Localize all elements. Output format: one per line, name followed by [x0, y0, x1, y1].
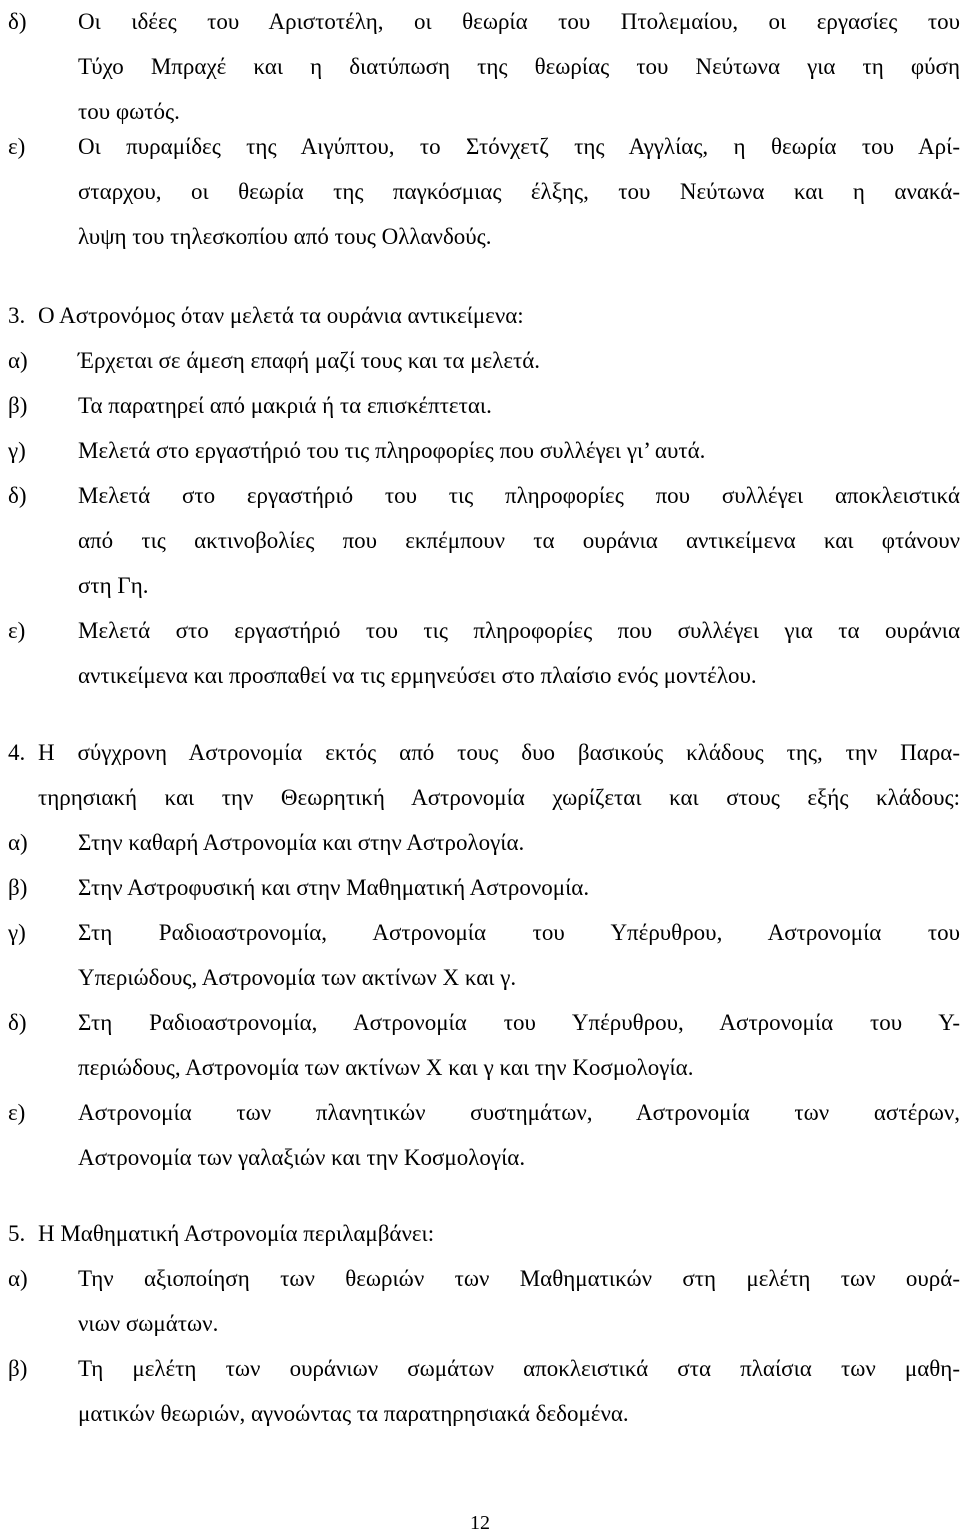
- option-text-line: Στην καθαρή Αστρονομία και στην Αστρολογία.: [78, 830, 525, 855]
- option-text-line: Οι ιδέες του Αριστοτέλη, οι θεωρία του Πτολεμαίου, οι εργασίες του: [78, 9, 960, 34]
- question-4: [0, 730, 960, 1180]
- option-label: α): [8, 348, 28, 373]
- option-label: β): [8, 393, 28, 418]
- option-text-line: Μελετά στο εργαστήριό του τις πληροφορίες που συλλέγει αποκλειστικά: [78, 483, 960, 508]
- q2-option-e: [0, 124, 960, 259]
- option-label: β): [8, 875, 28, 900]
- option-label: ε): [8, 618, 26, 643]
- option-label: β): [8, 1356, 28, 1381]
- option-text-line: περιώδους, Αστρονομία των ακτίνων Χ και γ και την Κοσμολογία.: [78, 1055, 694, 1080]
- option-text-line: Αστρονομία των πλανητικών συστημάτων, Αστρονομία των αστέρων,: [78, 1100, 960, 1125]
- option-text-line: στη Γη.: [78, 573, 149, 598]
- page-number: 12: [470, 1512, 490, 1534]
- option-text-line: Οι πυραμίδες της Αιγύπτου, το Στόνχετζ της Αγγλίας, η θεωρία του Αρί-: [78, 134, 960, 159]
- option-text-line: ματικών θεωριών, αγνοώντας τα παρατηρησιακά δεδομένα.: [78, 1401, 629, 1426]
- option-text-line: Την αξιοποίηση των θεωριών των Μαθηματικών στη μελέτη των ουρά-: [78, 1266, 960, 1291]
- option-text-line: Στη Ραδιοαστρονομία, Αστρονομία του Υπέρυθρου, Αστρονομία του Υ-: [78, 1010, 960, 1035]
- option-text-line: του φωτός.: [78, 99, 180, 124]
- option-text-line: λυψη του τηλεσκοπίου από τους Ολλανδούς.: [78, 224, 492, 249]
- option-text-line: από τις ακτινοβολίες που εκπέμπουν τα ουράνια αντικείμενα και φτάνουν: [78, 528, 960, 553]
- question-stem: Ο Αστρονόμος όταν μελετά τα ουράνια αντικείμενα:: [38, 303, 524, 328]
- option-label: α): [8, 830, 28, 855]
- option-text-line: Στη Ραδιοαστρονομία, Αστρονομία του Υπέρυθρου, Αστρονομία του: [78, 920, 960, 945]
- option-label: δ): [8, 483, 27, 508]
- option-label: ε): [8, 134, 26, 159]
- option-text-line: Έρχεται σε άμεση επαφή μαζί τους και τα μελετά.: [78, 348, 541, 373]
- option-text-line: Τα παρατηρεί από μακριά ή τα επισκέπτεται.: [78, 393, 492, 418]
- question-number: 4.: [8, 740, 26, 765]
- question-5: [0, 1211, 960, 1436]
- option-label: α): [8, 1266, 28, 1291]
- option-text-line: Τη μελέτη των ουράνιων σωμάτων αποκλειστικά στα πλαίσια των μαθη-: [78, 1356, 960, 1381]
- option-text-line: Αστρονομία των γαλαξιών και την Κοσμολογία.: [78, 1145, 526, 1170]
- question-3: [0, 293, 960, 698]
- q2-option-d: [0, 0, 960, 134]
- question-number: 3.: [8, 303, 26, 328]
- question-stem-line: Η σύγχρονη Αστρονομία εκτός από τους δυο βασικούς κλάδους της, την Παρα-: [38, 740, 960, 765]
- question-number: 5.: [8, 1221, 26, 1246]
- option-label: δ): [8, 1010, 27, 1035]
- option-text-line: Μελετά στο εργαστήριό του τις πληροφορίες που συλλέγει για τα ουράνια: [78, 618, 960, 643]
- option-label: δ): [8, 9, 27, 34]
- question-stem-line: τηρησιακή και την Θεωρητική Αστρονομία χωρίζεται και στους εξής κλάδους:: [38, 785, 960, 810]
- option-text-line: Υπεριώδους, Αστρονομία των ακτίνων Χ και γ.: [78, 965, 517, 990]
- option-label: γ): [8, 920, 26, 945]
- option-text-line: Στην Αστροφυσική και στην Μαθηματική Αστρονομία.: [78, 875, 590, 900]
- option-text-line: Μελετά στο εργαστήριό του τις πληροφορίες που συλλέγει γι’ αυτά.: [78, 438, 706, 463]
- question-stem: Η Μαθηματική Αστρονομία περιλαμβάνει:: [38, 1221, 435, 1246]
- option-text-line: νιων σωμάτων.: [78, 1311, 219, 1336]
- option-label: ε): [8, 1100, 26, 1125]
- option-text-line: Τύχο Μπραχέ και η διατύπωση της θεωρίας του Νεύτωνα για τη φύση: [78, 54, 960, 79]
- option-text-line: αντικείμενα και προσπαθεί να τις ερμηνεύσει στο πλαίσιο ενός μοντέλου.: [78, 663, 757, 688]
- option-label: γ): [8, 438, 26, 463]
- option-text-line: σταρχου, οι θεωρία της παγκόσμιας έλξης, του Νεύτωνα και η ανακά-: [78, 179, 960, 204]
